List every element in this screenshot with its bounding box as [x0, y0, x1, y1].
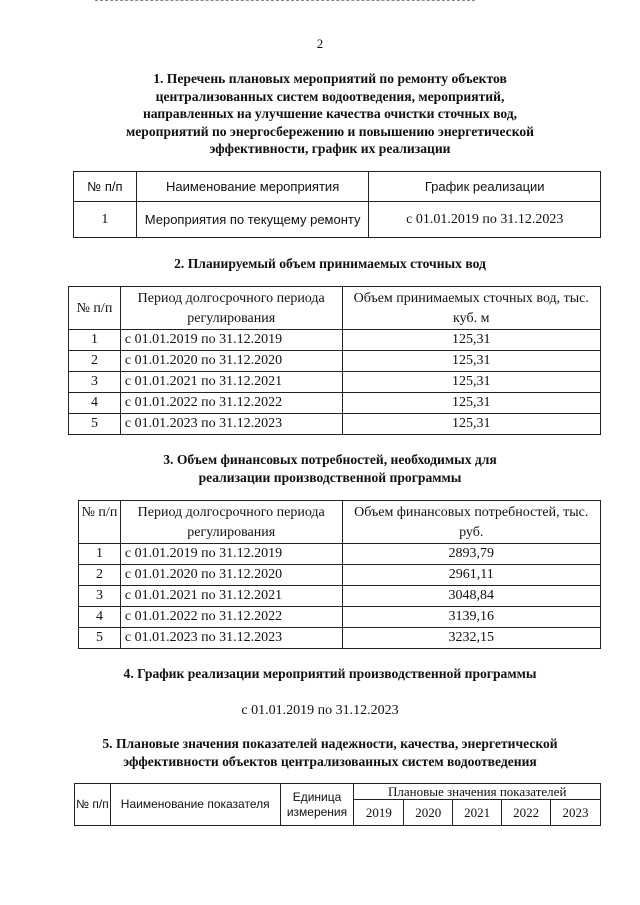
header-year: 2019	[354, 800, 404, 826]
section1-title-line: направленных на улучшение качества очистки сточных вод,	[142, 106, 518, 121]
table-row	[74, 202, 601, 238]
section1-title-line: эффективности, график их реализации	[209, 141, 451, 156]
section3-title	[80, 451, 580, 486]
cell-num: 1	[74, 202, 137, 238]
cell-num: 3	[79, 586, 121, 607]
cell-value: 3139,16	[342, 607, 601, 628]
table-row	[69, 351, 601, 372]
cell-num: 4	[69, 393, 121, 414]
cell-num: 4	[79, 607, 121, 628]
cell-value: 125,31	[342, 393, 601, 414]
header-period: Период долгосрочного периода регулирования	[120, 287, 342, 330]
cell-period: с 01.01.2023 по 31.12.2023	[120, 414, 342, 435]
header-unit: Единица измерения	[280, 784, 354, 826]
cell-value: 125,31	[342, 330, 601, 351]
section1-title-line: 1. Перечень плановых мероприятий по ремонту объектов	[153, 71, 507, 86]
table-row	[69, 372, 601, 393]
header-num: № п/п	[74, 172, 137, 202]
cell-schedule: с 01.01.2019 по 31.12.2023	[369, 202, 601, 238]
section1-table	[73, 171, 601, 238]
cell-value: 125,31	[342, 351, 601, 372]
header-volume: Объем принимаемых сточных вод, тыс. куб. м	[342, 287, 601, 330]
header-year: 2022	[502, 800, 551, 826]
section2-table	[68, 286, 601, 435]
header-year: 2020	[404, 800, 453, 826]
cell-value: 2961,11	[342, 565, 601, 586]
cell-num: 3	[69, 372, 121, 393]
header-year: 2023	[551, 800, 601, 826]
table-row	[69, 393, 601, 414]
cell-period: с 01.01.2020 по 31.12.2020	[120, 565, 342, 586]
table-row	[79, 565, 601, 586]
section4-title: 4. График реализации мероприятий производственной программы	[123, 666, 537, 681]
cell-num: 1	[69, 330, 121, 351]
section3-title-line: реализации производственной программы	[198, 469, 462, 485]
table-header-row	[74, 172, 601, 202]
cell-num: 1	[79, 544, 121, 565]
page-number: 2	[316, 36, 324, 51]
table-header-row	[79, 501, 601, 544]
section2-title: 2. Планируемый объем принимаемых сточных вод	[174, 256, 486, 271]
cell-value: 125,31	[342, 372, 601, 393]
cell-period: с 01.01.2021 по 31.12.2021	[120, 372, 342, 393]
cell-period: с 01.01.2023 по 31.12.2023	[120, 628, 342, 649]
section3-table	[78, 500, 601, 649]
cell-num: 5	[79, 628, 121, 649]
cell-period: с 01.01.2022 по 31.12.2022	[120, 393, 342, 414]
cell-period: с 01.01.2022 по 31.12.2022	[120, 607, 342, 628]
section1-title-line: мероприятий по энергосбережению и повышению энергетической	[126, 123, 534, 139]
table-row	[69, 330, 601, 351]
cell-num: 2	[79, 565, 121, 586]
cell-period: с 01.01.2019 по 31.12.2019	[120, 330, 342, 351]
header-indicator: Наименование показателя	[110, 784, 280, 826]
header-finance: Объем финансовых потребностей, тыс. руб.	[342, 501, 601, 544]
cell-period: с 01.01.2020 по 31.12.2020	[120, 351, 342, 372]
cell-value: 125,31	[342, 414, 601, 435]
header-num: № п/п	[79, 501, 121, 544]
table-row	[79, 628, 601, 649]
cell-value: 3048,84	[342, 586, 601, 607]
section1-title-line: централизованных систем водоотведения, мероприятий,	[155, 88, 505, 104]
section4-period: с 01.01.2019 по 31.12.2023	[241, 703, 399, 718]
cell-value: 3232,15	[342, 628, 601, 649]
header-num: № п/п	[69, 287, 121, 330]
table-row	[79, 607, 601, 628]
header-year: 2021	[453, 800, 502, 826]
header-name: Наименование мероприятия	[136, 172, 369, 202]
cell-period: с 01.01.2019 по 31.12.2019	[120, 544, 342, 565]
header-planned-values: Плановые значения показателей	[354, 784, 601, 800]
header-num: № п/п	[75, 784, 111, 826]
cell-period: с 01.01.2021 по 31.12.2021	[120, 586, 342, 607]
table-row	[79, 586, 601, 607]
cell-name: Мероприятия по текущему ремонту	[136, 202, 369, 238]
section5-title	[50, 735, 610, 770]
header-period: Период долгосрочного периода регулирования	[120, 501, 342, 544]
section5-table	[74, 783, 601, 826]
section5-title-line: эффективности объектов централизованных систем водоотведения	[123, 753, 537, 769]
table-row	[69, 414, 601, 435]
section1-title	[80, 70, 580, 158]
cell-value: 2893,79	[342, 544, 601, 565]
cell-num: 5	[69, 414, 121, 435]
header-schedule: График реализации	[369, 172, 601, 202]
table-row	[79, 544, 601, 565]
cell-num: 2	[69, 351, 121, 372]
section5-title-line: 5. Плановые значения показателей надежности, качества, энергетической	[102, 736, 558, 751]
section3-title-line: 3. Объем финансовых потребностей, необходимых для	[163, 452, 497, 467]
table-header-row	[69, 287, 601, 330]
table-header-row	[75, 784, 601, 800]
scan-top-line	[95, 0, 475, 4]
